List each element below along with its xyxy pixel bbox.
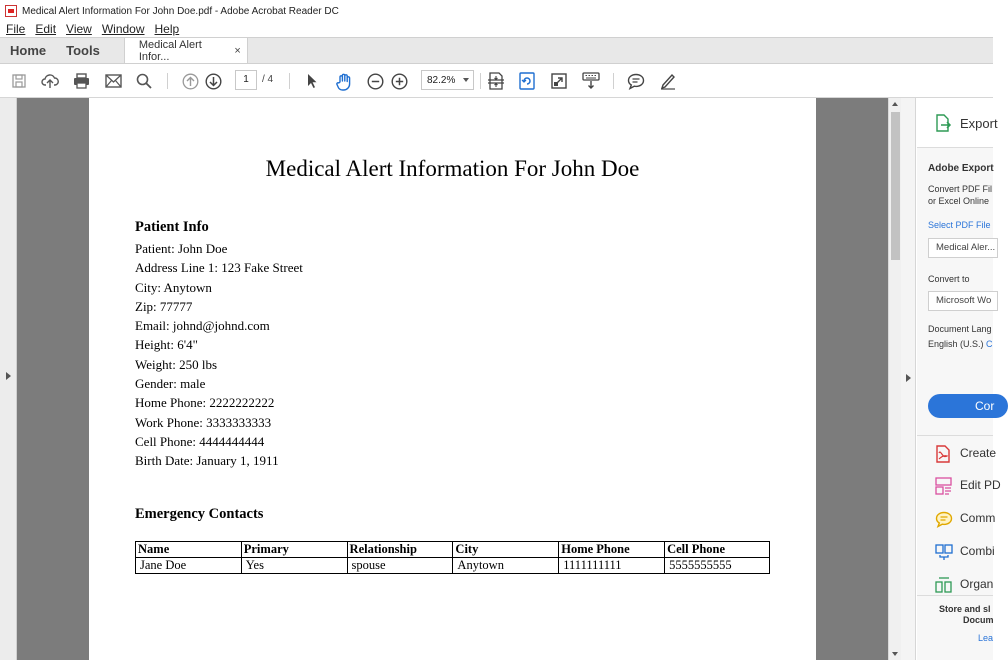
tool-comment[interactable] [935, 509, 996, 529]
patient-line: Home Phone: 2222222222 [135, 395, 275, 411]
patient-line: Gender: male [135, 376, 206, 392]
table-header-row [136, 542, 770, 558]
hand-tool-icon[interactable] [334, 71, 354, 91]
pane-footer [917, 595, 993, 660]
window-title: Medical Alert Information For John Doe.pdf - Adobe Acrobat Reader DC [22, 5, 339, 17]
rotate-page-icon[interactable] [518, 71, 536, 91]
pdf-page [89, 98, 816, 660]
page-total: / 4 [262, 74, 274, 85]
menu-view[interactable]: View [66, 22, 92, 36]
scrollbar-thumb[interactable] [891, 112, 900, 260]
export-description: Convert PDF Fil [928, 184, 993, 194]
document-language-value: English (U.S.) C [928, 339, 993, 349]
menu-help[interactable]: Help [154, 22, 180, 36]
tool-label: Organ [960, 577, 994, 591]
document-title: Medical Alert Information For John Doe [265, 156, 640, 181]
emergency-contacts-table [135, 541, 770, 574]
tool-label: Combi [960, 544, 995, 558]
column-header: Home Phone [559, 542, 665, 558]
change-language-link[interactable]: C [986, 339, 993, 349]
close-tab-icon[interactable]: × [234, 44, 241, 57]
column-header: City [453, 542, 559, 558]
export-pdf-header[interactable] [917, 98, 998, 148]
right-tools-pane [917, 98, 1001, 660]
tab-home[interactable]: Home [10, 43, 47, 58]
table-cell: Jane Doe [136, 558, 242, 574]
convert-to-label: Convert to [928, 274, 970, 284]
patient-line: City: Anytown [135, 279, 212, 295]
pane-divider [917, 435, 993, 436]
export-description: or Excel Online [928, 196, 990, 206]
zoom-in-icon[interactable] [390, 71, 408, 91]
menu-edit[interactable]: Edit [35, 22, 57, 36]
tool-label: Comm [960, 511, 996, 525]
tool-edit-pdf[interactable] [935, 476, 1001, 496]
patient-info-lines [135, 239, 303, 471]
table-row [136, 558, 770, 574]
document-language-label: Document Lang [928, 324, 992, 334]
column-header: Primary [241, 542, 347, 558]
zoom-level-select[interactable] [421, 70, 474, 90]
tool-organize-pages[interactable] [935, 575, 994, 595]
next-page-icon[interactable] [204, 71, 222, 91]
upload-cloud-icon[interactable] [40, 71, 60, 91]
full-screen-icon[interactable] [550, 71, 568, 91]
table-cell: spouse [347, 558, 453, 574]
comment-icon[interactable] [626, 71, 646, 91]
column-header: Name [136, 542, 242, 558]
convert-button[interactable]: Cor [928, 394, 1008, 418]
vertical-scrollbar[interactable] [888, 98, 901, 660]
table-cell: Anytown [453, 558, 559, 574]
patient-line: Email: johnd@johnd.com [135, 318, 270, 334]
learn-more-link[interactable]: Lea [978, 633, 994, 643]
toolbar [0, 64, 993, 98]
tab-document-label: Medical Alert Infor... [138, 38, 202, 63]
menu-bar [0, 22, 993, 37]
tab-bar [0, 37, 993, 64]
search-icon[interactable] [135, 71, 153, 91]
menu-file[interactable]: File [6, 22, 26, 36]
export-pdf-icon [935, 114, 951, 137]
select-cursor-icon[interactable] [304, 71, 320, 91]
create-pdf-icon [935, 445, 951, 463]
email-icon[interactable] [104, 71, 122, 91]
scroll-down-arrow-icon[interactable] [892, 652, 898, 656]
tool-combine-files[interactable] [935, 542, 995, 562]
table-cell: Yes [241, 558, 347, 574]
organize-pages-icon [935, 576, 953, 594]
patient-line: Cell Phone: 4444444444 [135, 433, 265, 449]
tool-label: Edit PD [960, 478, 1001, 492]
comment-tool-icon [935, 511, 953, 528]
toolbar-divider [613, 73, 614, 89]
collapse-right-pane-icon[interactable] [906, 374, 911, 382]
menu-window[interactable]: Window [101, 22, 145, 36]
tab-tools[interactable]: Tools [66, 43, 100, 58]
column-header: Relationship [347, 542, 453, 558]
combine-files-icon [935, 543, 953, 561]
patient-info-heading: Patient Info [135, 219, 209, 235]
patient-line: Zip: 77777 [135, 298, 193, 314]
column-header: Cell Phone [665, 542, 770, 558]
scroll-up-arrow-icon[interactable] [892, 102, 898, 106]
save-icon[interactable] [10, 71, 28, 91]
fit-page-icon[interactable] [487, 71, 505, 91]
tool-label: Create [960, 446, 997, 460]
right-pane-toggle[interactable] [901, 98, 916, 660]
chevron-down-icon [463, 78, 469, 82]
tab-document[interactable] [124, 38, 248, 63]
convert-to-select[interactable]: Microsoft Wo [928, 291, 998, 311]
patient-line: Birth Date: January 1, 1911 [135, 453, 279, 469]
left-pane-toggle[interactable] [0, 98, 17, 660]
emergency-contacts-heading: Emergency Contacts [135, 506, 264, 522]
expand-left-pane-icon[interactable] [6, 372, 11, 380]
zoom-out-icon[interactable] [366, 71, 384, 91]
tool-create-pdf[interactable] [935, 444, 997, 464]
table-cell: 5555555555 [665, 558, 770, 574]
previous-page-icon[interactable] [181, 71, 199, 91]
acrobat-app-icon [5, 5, 17, 17]
toolbar-divider [480, 73, 481, 89]
export-pdf-label: Export [960, 116, 998, 131]
sign-pen-icon[interactable] [658, 71, 678, 91]
footer-text: Store and sl [939, 604, 991, 614]
edit-pdf-icon [935, 477, 953, 495]
zoom-level-value: 82.2% [427, 74, 456, 86]
footer-text: Docum [963, 615, 994, 625]
selected-pdf-file-field[interactable]: Medical Aler... [928, 238, 998, 258]
patient-line: Patient: John Doe [135, 241, 228, 256]
toolbar-divider [289, 73, 290, 89]
print-icon[interactable] [72, 71, 90, 91]
table-cell: 1111111111 [559, 558, 665, 574]
toolbar-divider [167, 73, 168, 89]
select-pdf-file-label: Select PDF File [928, 220, 991, 230]
patient-line: Work Phone: 3333333333 [135, 414, 272, 430]
patient-line: Height: 6'4" [135, 337, 198, 353]
page-number-input[interactable]: 1 [235, 70, 257, 90]
title-bar [0, 0, 993, 22]
adobe-export-title: Adobe Export [928, 163, 994, 174]
patient-line: Address Line 1: 123 Fake Street [135, 260, 303, 276]
patient-line: Weight: 250 lbs [135, 356, 218, 372]
keyboard-scroll-icon[interactable] [581, 71, 601, 91]
